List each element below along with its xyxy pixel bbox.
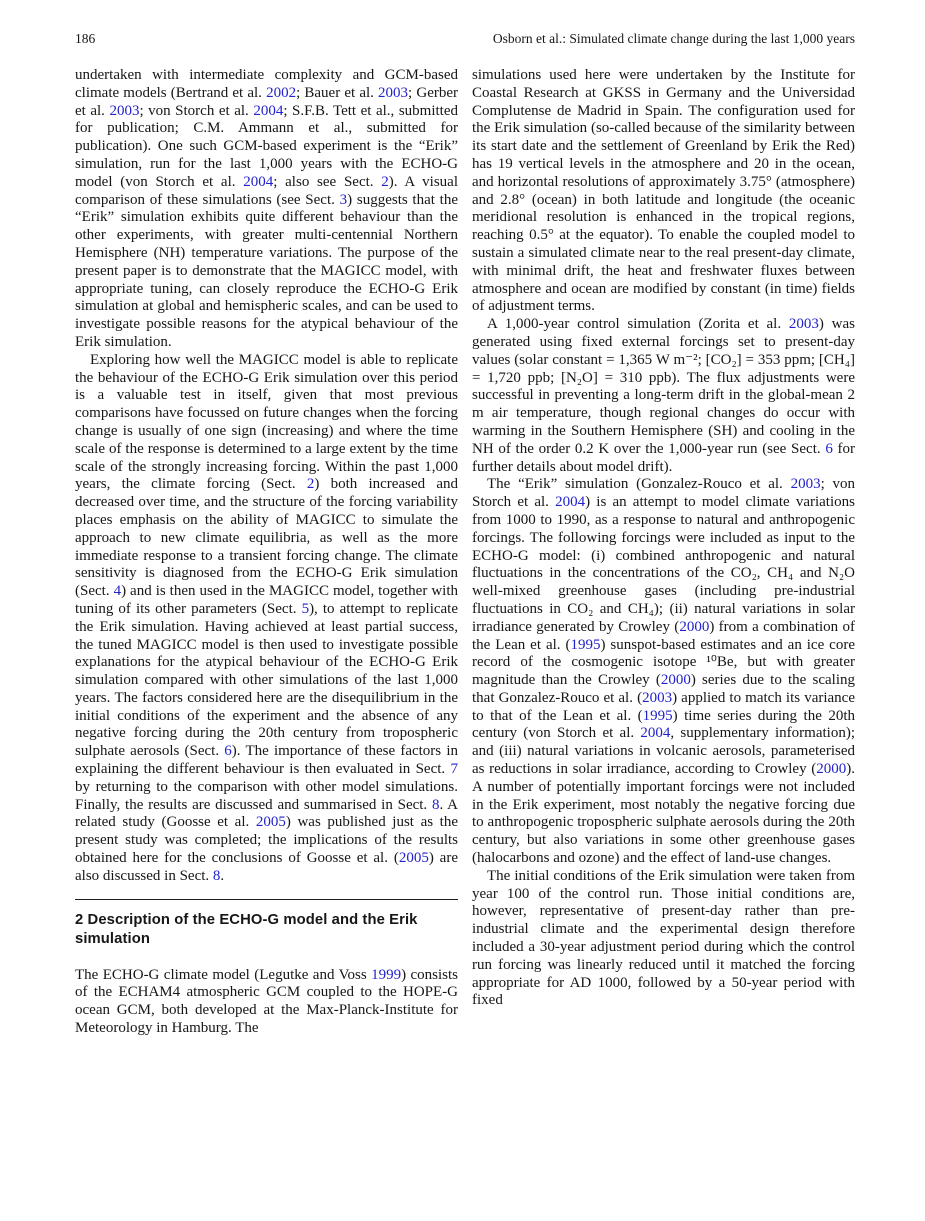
text-run: The ECHO-G climate model (Legutke and Voss bbox=[75, 966, 372, 983]
text-run: simulations used here were undertaken by the Institute for Coastal Research at GKSS in Germany and the Universidad Complutense de Madrid in Spain. The configuration used for the Erik simulation (so-called because of the similarity between its start date and the settlement of Greenland by Erik the Red) has 19 vertical levels in the atmosphere and 20 in the ocean, and horizontal resolutions of approximately 3.75° (atmosphere) and 2.8° (ocean) in both latitude and longitude (the oceanic meridional resolution is enhanced in the tropical regions, reaching 0.5° at the equator). To enable the coupled model to sustain a simulated climate near to the real present-day climate, with minimal drift, the heat and freshwater fluxes between atmosphere and ocean are modified by constant (in time) fields of adjustment terms. bbox=[472, 67, 855, 315]
citation-link[interactable]: 2003 bbox=[109, 102, 140, 119]
text-run: The “Erik” simulation (Gonzalez-Rouco et al. bbox=[487, 476, 791, 493]
citation-link[interactable]: 2004 bbox=[555, 494, 586, 511]
text-run: ). A visual comparison of these simulations (see Sect. bbox=[75, 173, 458, 208]
citation-link[interactable]: 2004 bbox=[640, 725, 671, 742]
paragraph bbox=[75, 352, 458, 886]
right-column bbox=[472, 67, 855, 1038]
citation-link[interactable]: 2005 bbox=[398, 850, 429, 867]
text-run: ) suggests that the “Erik” simulation exhibits quite different behaviour than the other experiments, with greater multi-centennial Northern Hemisphere (NH) temperature variations. The purpose of the present paper is to demonstrate that the MAGICC model, with appropriate tuning, can closely reproduce the ECHO-G Erik simulation at global and hemispheric scales, and can be used to investigate possible reasons for the atypical behaviour of the Erik simulation. bbox=[75, 191, 458, 350]
citation-link[interactable]: 1999 bbox=[371, 966, 402, 983]
citation-link[interactable]: 4 bbox=[113, 583, 122, 600]
running-title: Osborn et al.: Simulated climate change during the last 1,000 years bbox=[492, 31, 855, 46]
text-run: ) both increased and decreased over time, and the structure of the forcing variability places emphasis on the ability of MAGICC to simulate the approach to new climate equilibria, as well as the more immediate response to a transient forcing change. The climate sensitivity is diagnosed from the ECHO-G Erik simulation (Sect. bbox=[75, 476, 458, 600]
paragraph bbox=[75, 967, 458, 1038]
citation-link[interactable]: 2003 bbox=[790, 476, 821, 493]
text-run: A 1,000-year control simulation (Zorita et al. bbox=[487, 316, 789, 333]
text-run: ) from a combination of the Lean et al. ( bbox=[472, 618, 856, 653]
text-run: ) time series during the 20th century (von Storch et al. bbox=[472, 707, 855, 742]
paragraph bbox=[472, 316, 855, 476]
text-run: for further details about model drift). bbox=[472, 440, 855, 475]
section-heading: 2 Description of the ECHO-G model and the Erik simulation bbox=[75, 899, 458, 950]
text-run: ; S.F.B. Tett et al., submitted for publication; C.M. Ammann et al., submitted for publication). One such GCM-based experiment is the “Erik” simulation, run for the last 1,000 years with the ECHO-G model (von Storch et al. bbox=[75, 102, 458, 190]
citation-link[interactable]: 2 bbox=[306, 476, 315, 493]
citation-link[interactable]: 6 bbox=[224, 743, 232, 760]
text-run: The initial conditions of the Erik simulation were taken from year 100 of the control run. Those initial conditions are, however, representative of present-day rather than pre-industrial climate and the experimental design therefore included a 30-year adjustment period during which the control run forcing was linearly reduced until it matched the forcing appropriate for AD 1000, followed by a 50-year period with fixed bbox=[472, 867, 855, 1009]
text-run: ; von Storch et al. bbox=[139, 102, 254, 119]
paragraph bbox=[472, 868, 855, 1010]
citation-link[interactable]: 1995 bbox=[642, 707, 673, 724]
citation-link[interactable]: 2004 bbox=[243, 173, 274, 190]
text-run: ; Bauer et al. bbox=[296, 84, 379, 101]
page-header bbox=[75, 31, 855, 47]
text-run: ) and is then used in the MAGICC model, together with tuning of its other parameters (Sect. bbox=[75, 583, 458, 617]
text-run: . A related study (Goosse et al. bbox=[75, 796, 458, 831]
citation-link[interactable]: 3 bbox=[339, 191, 348, 208]
paragraph bbox=[472, 67, 855, 316]
citation-link[interactable]: 2000 bbox=[679, 618, 710, 635]
text-run: ) is an attempt to model climate variations from 1000 to 1990, as a response to natural and anthropogenic forcings. The following forcings were included as input to the ECHO-G model: (i) combined anthropogenic and natural fluctuations in the concentrations of the CO₂, CH₄ and N₂O well-mixed greenhouse gases (including pre-industrial fluctuations in CO₂ and CH₄); (ii) natural variations in solar irradiance generated by Crowley ( bbox=[472, 494, 855, 635]
citation-link[interactable]: 2000 bbox=[660, 672, 691, 689]
text-run: Exploring how well the MAGICC model is able to replicate the behaviour of the ECHO-G Erik simulation over this period is a valuable test in itself, given that most previous comparisons have focussed on future changes when the forcing change is usually of one sign (increasing) and where the time scale of the response is determined to a large extent by the time scale of the strongly increasing forcing. Within the past 1,000 years, the climate forcing (Sect. bbox=[75, 351, 458, 493]
citation-link[interactable]: 2003 bbox=[642, 689, 673, 706]
citation-link[interactable]: 8 bbox=[431, 796, 440, 813]
text-run: by returning to the comparison with other model simulations. Finally, the results are discussed and summarised in Sect. bbox=[75, 778, 458, 813]
paragraph bbox=[75, 67, 458, 352]
citation-link[interactable]: 7 bbox=[450, 761, 458, 778]
page-number: 186 bbox=[75, 31, 96, 46]
text-run: ) series due to the scaling that Gonzalez-Rouco et al. ( bbox=[472, 672, 855, 706]
text-run: undertaken with intermediate complexity and GCM-based climate models (Bertrand et al. bbox=[75, 67, 458, 101]
text-run: ), to attempt to replicate the Erik simulation. Having achieved at least partial success, the tuned MAGICC model is then used to investigate possible explanations for the atypical behaviour of the ECHO-G Erik simulation compared with other simulations of the last 1,000 years. The factors considered here are the disequilibrium in the initial conditions of the experiment and the absence of any negative forcing during the 20th century from tropospheric sulphate aerosols (Sect. bbox=[75, 600, 459, 760]
text-run: ) applied to match its variance to that of the Lean et al. ( bbox=[472, 689, 855, 724]
text-run: ) are also discussed in Sect. bbox=[75, 850, 458, 884]
citation-link[interactable]: 2005 bbox=[255, 814, 286, 831]
citation-link[interactable]: 2000 bbox=[816, 761, 847, 778]
citation-link[interactable]: 8 bbox=[212, 867, 221, 884]
citation-link[interactable]: 2003 bbox=[788, 316, 819, 333]
citation-link[interactable]: 6 bbox=[825, 440, 833, 457]
text-run: , supplementary information); and (iii) natural variations in volcanic aerosols, parameterised as reductions in solar irradiance, according to Crowley ( bbox=[472, 725, 855, 778]
citation-link[interactable]: 5 bbox=[301, 600, 310, 617]
citation-link[interactable]: 2 bbox=[381, 173, 389, 190]
text-run: ). A number of potentially important forcings were not included in the Erik experiment, most notably the negative forcing due to anthropogenic tropospheric sulphate aerosols during the 20th century, but also variations in some other greenhouse gases (halocarbons and ozone) and the effect of land-use changes. bbox=[472, 761, 855, 867]
text-run: ) sunspot-based estimates and an ice core record of the cosmogenic isotope ¹⁰Be, but with greater magnitude than the Crowley ( bbox=[472, 636, 855, 689]
citation-link[interactable]: 2003 bbox=[378, 84, 409, 101]
text-run: ; also see Sect. bbox=[273, 173, 382, 190]
text-run: ) consists of the ECHAM4 atmospheric GCM coupled to the HOPE-G ocean GCM, both developed at the Max-Planck-Institute for Meteorology in Hamburg. The bbox=[75, 966, 459, 1037]
text-run: ; von Storch et al. bbox=[472, 476, 855, 511]
text-run: ; Gerber et al. bbox=[75, 84, 458, 119]
citation-link[interactable]: 1995 bbox=[570, 636, 601, 653]
citation-link[interactable]: 2002 bbox=[266, 84, 297, 101]
text-run: . bbox=[220, 867, 225, 884]
text-columns bbox=[75, 67, 855, 1038]
citation-link[interactable]: 2004 bbox=[253, 102, 284, 119]
text-run: ) was generated using fixed external forcings set to present-day values (solar constant = 1,365 W m⁻²; [CO₂] = 353 ppm; [CH₄] = 1,720 ppb; [N₂O] = 310 ppb). The flux adjustments were successful in preventing a long-term drift in the global-mean 2 m air temperature, though regional changes do occur with warming in the Southern Hemisphere (SH) and cooling in the NH of the order 0.2 K over the 1,000-year run (see Sect. bbox=[472, 316, 855, 457]
paragraph bbox=[472, 476, 855, 868]
left-column bbox=[75, 67, 458, 1038]
text-run: ). The importance of these factors in explaining the different behaviour is then evaluated in Sect. bbox=[75, 743, 459, 778]
text-run: ) was published just as the present study was completed; the implications of the results obtained here for the conclusions of Goosse et al. ( bbox=[75, 814, 458, 867]
